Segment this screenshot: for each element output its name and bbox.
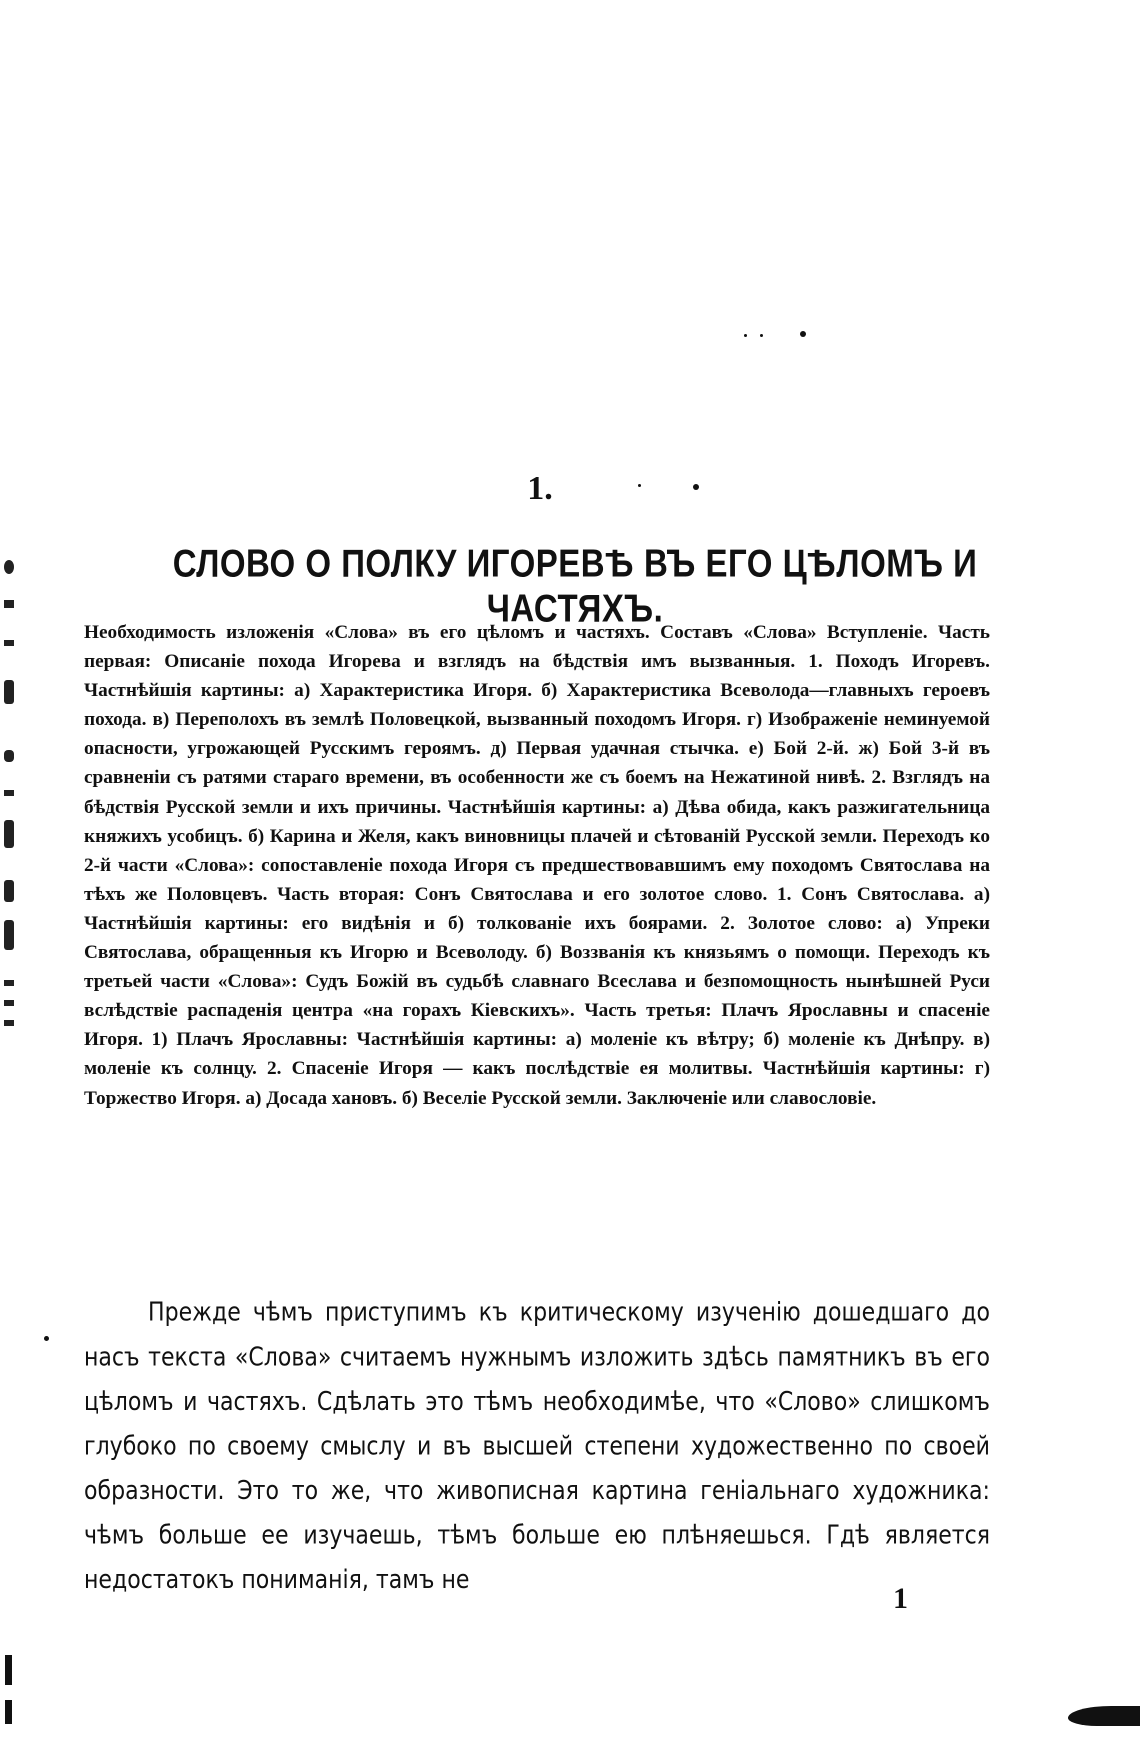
margin-mark <box>4 680 14 704</box>
scan-speck <box>638 484 641 487</box>
margin-mark <box>4 600 14 608</box>
scan-speck <box>744 334 747 337</box>
margin-mark <box>4 750 14 762</box>
margin-mark <box>4 640 14 646</box>
chapter-summary: Необходимость изложенія «Слова» въ его цѣломъ и частяхъ. Составъ «Слова» Вступленіе. Часть первая: Описаніе похода Игорева и взглядъ на бѣдствія имъ вызванныя. 1. Походъ Игоревъ. Частнѣйшія картины: а) Характеристика Игоря. б) Характеристика Всеволода—главныхъ героевъ похода. в) Переполохъ въ землѣ Половецкой, вызванный походомъ Игоря. г) Изображеніе неминуемой опасности, угрожающей Русскимъ героямъ. д) Первая удачная стычка. е) Бой 2-й. ж) Бой 3-й въ сравненіи съ ратями стараго времени, въ особенности же съ боемъ на Нежатиной нивѣ. 2. Взглядъ на бѣдствія Русской земли и ихъ причины. Частнѣйшія картины: а) Дѣва обида, какъ разжигательница княжихъ усобицъ. б) Карина и Желя, какъ виновницы плачей и сѣтованій Русской земли. Переходъ ко 2-й части «Слова»: сопоставленіе похода Игоря съ предшествовавшимъ ему походомъ Святослава на тѣхъ же Половцевъ. Часть вторая: Сонъ Святослава и его золотое слово. 1. Сонъ Святослава. а) Частнѣйшія картины: его видѣнія и б) толкованіе ихъ боярами. 2. Золотое слово: а) Упреки Святослава, обращенныя къ Игорю и Всеволоду. б) Воззванія къ князьямъ о помощи. Переходъ къ третьей части «Слова»: Судъ Божій въ судьбѣ славнаго Всеслава и безпомощность нынѣшней Руси вслѣдствіе распаденія центра «на горахъ Кіевскихъ». Часть третья: Плачъ Ярославны и спасеніе Игоря. 1) Плачъ Ярославны: Частнѣйшія картины: а) моленіе къ вѣтру; б) моленіе къ Днѣпру. в) моленіе къ солнцу. 2. Спасеніе Игоря — какъ послѣдствіе ея молитвы. Частнѣйшія картины: г) Торжество Игоря. а) Досада хановъ. б) Веселіе Русской земли. Заключеніе или славословіе. <box>84 622 990 1109</box>
chapter-title: СЛОВО О ПОЛКУ ИГОРЕВѢ ВЪ ЕГО ЦѢЛОМЪ И ЧАСТЯХЪ. <box>172 541 978 630</box>
chapter-number: 1. <box>527 470 553 507</box>
margin-mark <box>4 820 14 848</box>
margin-mark <box>5 1655 12 1685</box>
scan-speck <box>800 331 806 337</box>
margin-mark <box>4 790 14 796</box>
margin-mark <box>5 1700 12 1724</box>
scan-speck <box>760 334 763 337</box>
scan-blot <box>1068 1706 1140 1726</box>
scan-speck <box>44 1336 49 1341</box>
scan-speck <box>693 484 699 490</box>
margin-mark <box>4 560 14 574</box>
body-paragraph: Прежде чѣмъ приступимъ къ критическому изученію дошедшаго до насъ текста «Слова» считаемъ нужнымъ изложить здѣсь памятникъ въ его цѣломъ и частяхъ. Сдѣлать это тѣмъ необходимѣе, что «Слово» слишкомъ глубоко по своему смыслу и въ высшей степени художественно по своей образности. Это то же, что живописная картина геніальнаго художника: чѣмъ больше ее изучаешь, тѣмъ больше ею плѣняешься. Гдѣ является недостатокъ пониманія, тамъ не <box>84 1296 990 1595</box>
page-number: 1 <box>893 1582 908 1615</box>
margin-mark <box>4 980 14 986</box>
margin-mark <box>4 920 14 950</box>
margin-mark <box>4 1020 14 1026</box>
margin-mark <box>4 880 14 902</box>
margin-mark <box>4 1000 14 1006</box>
